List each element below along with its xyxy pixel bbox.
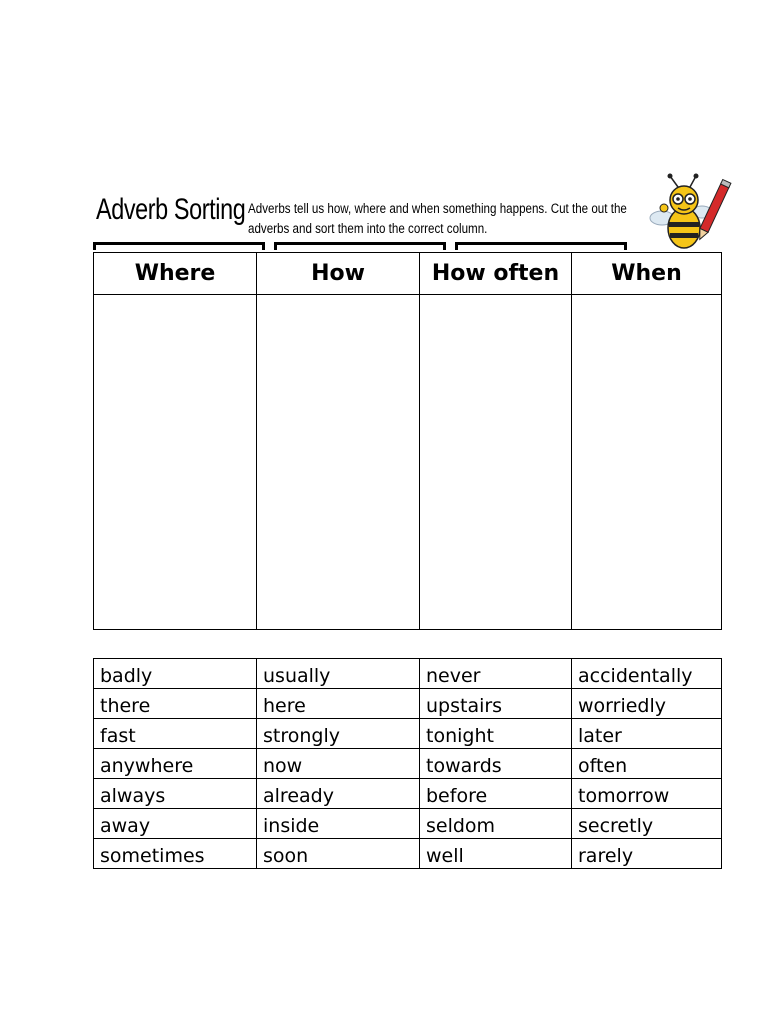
header-bracket-2 bbox=[274, 242, 446, 250]
word-cell: inside bbox=[257, 809, 420, 839]
sorting-answer-row bbox=[94, 295, 722, 630]
table-row bbox=[94, 839, 722, 869]
word-cell: badly bbox=[94, 659, 257, 689]
adverb-word-table bbox=[93, 658, 722, 869]
answer-cell-how bbox=[257, 295, 420, 630]
instructions-line-2: adverbs and sort them into the correct column. bbox=[248, 221, 488, 236]
table-row bbox=[94, 809, 722, 839]
column-header-where: Where bbox=[94, 253, 257, 295]
column-header-when: When bbox=[572, 253, 722, 295]
column-header-how-often: How often bbox=[420, 253, 572, 295]
bee-with-pencil-icon bbox=[640, 172, 732, 254]
word-cell: towards bbox=[420, 749, 572, 779]
table-row bbox=[94, 659, 722, 689]
word-cell: seldom bbox=[420, 809, 572, 839]
word-cell: anywhere bbox=[94, 749, 257, 779]
table-row bbox=[94, 779, 722, 809]
table-row bbox=[94, 689, 722, 719]
word-cell: later bbox=[572, 719, 722, 749]
word-cell: tomorrow bbox=[572, 779, 722, 809]
word-cell: strongly bbox=[257, 719, 420, 749]
column-header-how: How bbox=[257, 253, 420, 295]
instructions-text bbox=[248, 199, 627, 239]
header-bracket-1 bbox=[93, 242, 265, 250]
sorting-table bbox=[93, 252, 722, 630]
word-cell: tonight bbox=[420, 719, 572, 749]
word-cell: worriedly bbox=[572, 689, 722, 719]
word-cell: away bbox=[94, 809, 257, 839]
answer-cell-when bbox=[572, 295, 722, 630]
word-cell: upstairs bbox=[420, 689, 572, 719]
header-bracket-3 bbox=[455, 242, 627, 250]
table-row bbox=[94, 719, 722, 749]
word-cell: secretly bbox=[572, 809, 722, 839]
answer-cell-how-often bbox=[420, 295, 572, 630]
table-row bbox=[94, 749, 722, 779]
sorting-header-row bbox=[94, 253, 722, 295]
word-cell: accidentally bbox=[572, 659, 722, 689]
word-cell: soon bbox=[257, 839, 420, 869]
word-cell: fast bbox=[94, 719, 257, 749]
word-cell: here bbox=[257, 689, 420, 719]
word-cell: now bbox=[257, 749, 420, 779]
answer-cell-where bbox=[94, 295, 257, 630]
word-cell: there bbox=[94, 689, 257, 719]
word-cell: rarely bbox=[572, 839, 722, 869]
word-cell: never bbox=[420, 659, 572, 689]
word-cell: sometimes bbox=[94, 839, 257, 869]
word-cell: before bbox=[420, 779, 572, 809]
instructions-line-1: Adverbs tell us how, where and when something happens. Cut the out the bbox=[248, 201, 627, 216]
word-cell: usually bbox=[257, 659, 420, 689]
word-cell: already bbox=[257, 779, 420, 809]
word-cell: well bbox=[420, 839, 572, 869]
worksheet-title: Adverb Sorting bbox=[96, 193, 246, 226]
word-cell: often bbox=[572, 749, 722, 779]
word-cell: always bbox=[94, 779, 257, 809]
